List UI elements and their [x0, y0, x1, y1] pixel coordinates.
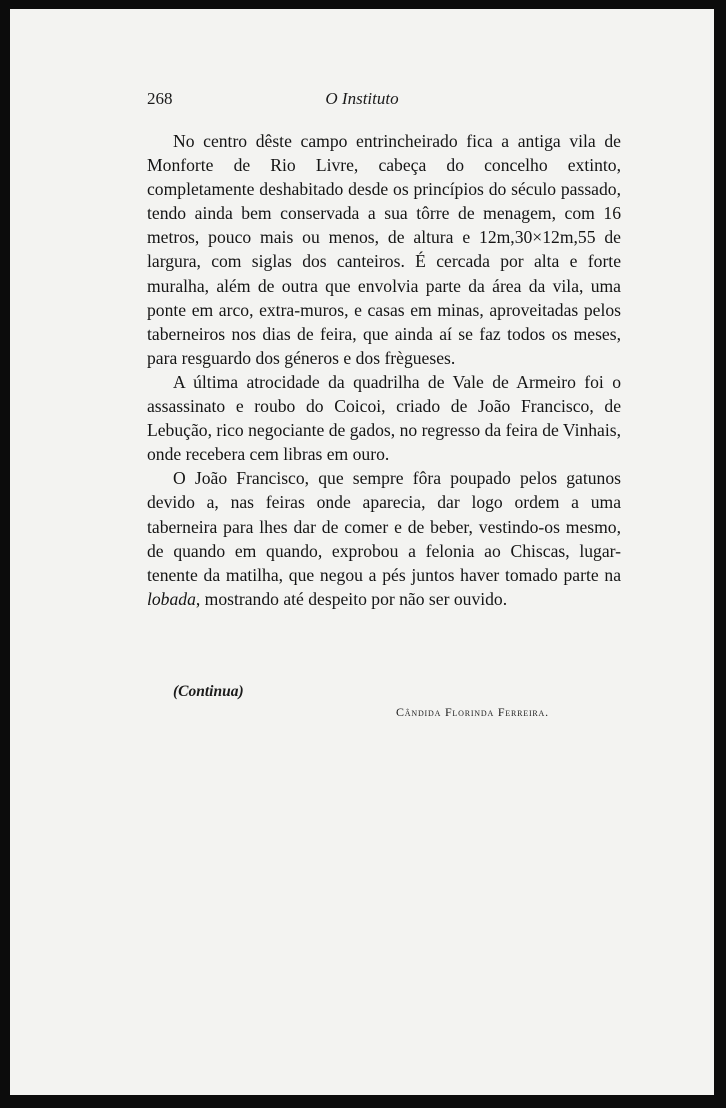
author-signature: Cândida Florinda Ferreira. [396, 705, 549, 719]
running-title: O Instituto [325, 89, 399, 108]
paragraph-2-text: A última atrocidade da quadrilha de Vale de Armeiro foi o assassinato e roubo do Coicoi, criado de João Francisco, de Lebução, rico negociante de gados, no regresso da feira de Vinhais, onde recebera cem libras em ouro. [147, 371, 621, 465]
paragraph-3-text-end: , mostrando até despeito por não ser ouvido. [195, 588, 508, 609]
paragraph-3 [147, 466, 621, 611]
page-number: 268 [147, 89, 173, 108]
paragraph-1 [147, 129, 621, 370]
continued-note: (Continua) [173, 683, 244, 700]
article-body [147, 129, 621, 611]
paragraph-3-text: O João Francisco, que sempre fôra poupado pelos gatunos devido a, nas feiras onde aparecia, dar logo ordem a uma taberneira para lhes dar de comer e de beber, vestindo-os mesmo, de quando em quando, exprobou a felonia ao Chiscas, lugar-tenente da matilha, que negou a pés juntos haver tomado parte na [147, 468, 621, 585]
paragraph-2 [147, 370, 621, 466]
paragraph-3-italic-word: lobada [147, 588, 196, 609]
page-header [10, 89, 714, 113]
paragraph-1-text: No centro dêste campo entrincheirado fica a antiga vila de Monforte de Rio Livre, cabeça do concelho extinto, completamente deshabitado desde os princípios do século passado, tendo ainda bem conservada a sua tôrre de menagem, com 16 metros, pouco mais ou menos, de altura e 12m,30×12m,55 de largura, com siglas dos canteiros. É cercada por alta e forte muralha, além de outra que envolvia parte da área da vila, uma ponte em arco, extra-muros, e casas em minas, aproveitadas pelos taberneiros nos dias de feira, que ainda aí se faz todos os meses, para resguardo dos géneros e dos frègueses. [147, 131, 621, 368]
book-page [10, 9, 714, 1095]
